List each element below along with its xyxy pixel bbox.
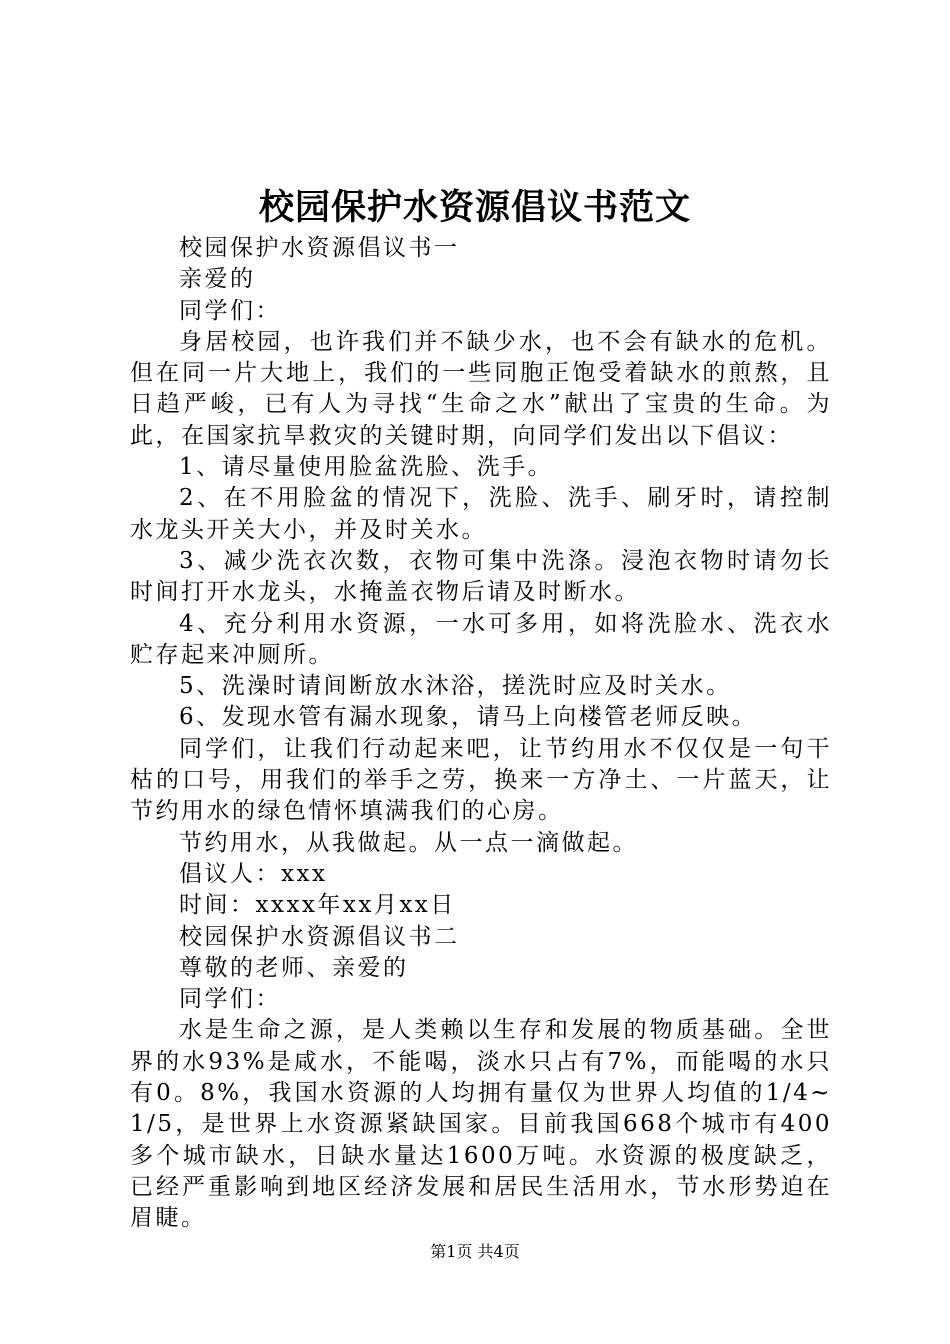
page-number-footer: 第1页 共4页 — [430, 1242, 520, 1261]
paragraph-salutation-2a: 尊敬的老师、亲爱的 — [179, 954, 409, 981]
paragraph-item-2: 2、在不用脸盆的情况下，洗脸、洗手、刷牙时，请控制水龙头开关大小，并及时关水。 — [130, 485, 832, 543]
document-title: 校园保护水资源倡议书范文 — [258, 187, 691, 228]
paragraph-item-5: 5、洗澡时请间断放水沐浴，搓洗时应及时关水。 — [179, 673, 732, 700]
paragraph-initiator: 倡议人：xxx — [179, 860, 328, 887]
paragraph-call-to-action: 同学们，让我们行动起来吧，让节约用水不仅仅是一句干枯的口号，用我们的举手之劳，换来一方净土、一片蓝天，让节约用水的绿色情怀填满我们的心房。 — [130, 735, 832, 825]
paragraph-item-6: 6、发现水管有漏水现象，请马上向楼管老师反映。 — [179, 704, 758, 731]
paragraph-item-3: 3、减少洗衣次数，衣物可集中洗涤。浸泡衣物时请勿长时间打开水龙头，水掩盖衣物后请及时断水。 — [130, 547, 832, 606]
paragraph-item-4: 4、充分利用水资源，一水可多用，如将洗脸水、洗衣水贮存起来冲厕所。 — [130, 610, 832, 668]
paragraph-intro: 身居校园，也许我们并不缺少水，也不会有缺水的危机。但在同一片大地上，我们的一些同胞正饱受着缺水的煎熬，且日趋严峻，已有人为寻找“生命之水”献出了宝贵的生命。为此，在国家抗旱救灾的关键时期，向同学们发出以下倡议： — [130, 328, 832, 449]
paragraph-salutation-1a: 亲爱的 — [179, 266, 256, 293]
document-body — [130, 233, 832, 1235]
paragraph-heading-1: 校园保护水资源倡议书一 — [179, 235, 460, 261]
paragraph-heading-2: 校园保护水资源倡议书二 — [179, 923, 460, 950]
paragraph-slogan: 节约用水，从我做起。从一点一滴做起。 — [179, 829, 638, 856]
paragraph-item-1: 1、请尽量使用脸盆洗脸、洗手。 — [179, 454, 554, 481]
paragraph-date: 时间：xxxx年xx月xx日 — [179, 892, 456, 919]
paragraph-salutation-2b: 同学们： — [179, 986, 281, 1013]
paragraph-salutation-1b: 同学们： — [179, 297, 281, 324]
paragraph-water-facts: 水是生命之源，是人类赖以生存和发展的物质基础。全世界的水93%是咸水，不能喝，淡水只占有7%，而能喝的水只有0。8%，我国水资源的人均拥有量仅为世界人均值的1/4~1/5，是世界上水资源紧缺国家。目前我国668个城市有400多个城市缺水，日缺水量达1600万吨。水资源的极度缺乏，已经严重影响到地区经济发展和居民生活用水，节水形势迫在眉睫。 — [130, 1017, 832, 1232]
